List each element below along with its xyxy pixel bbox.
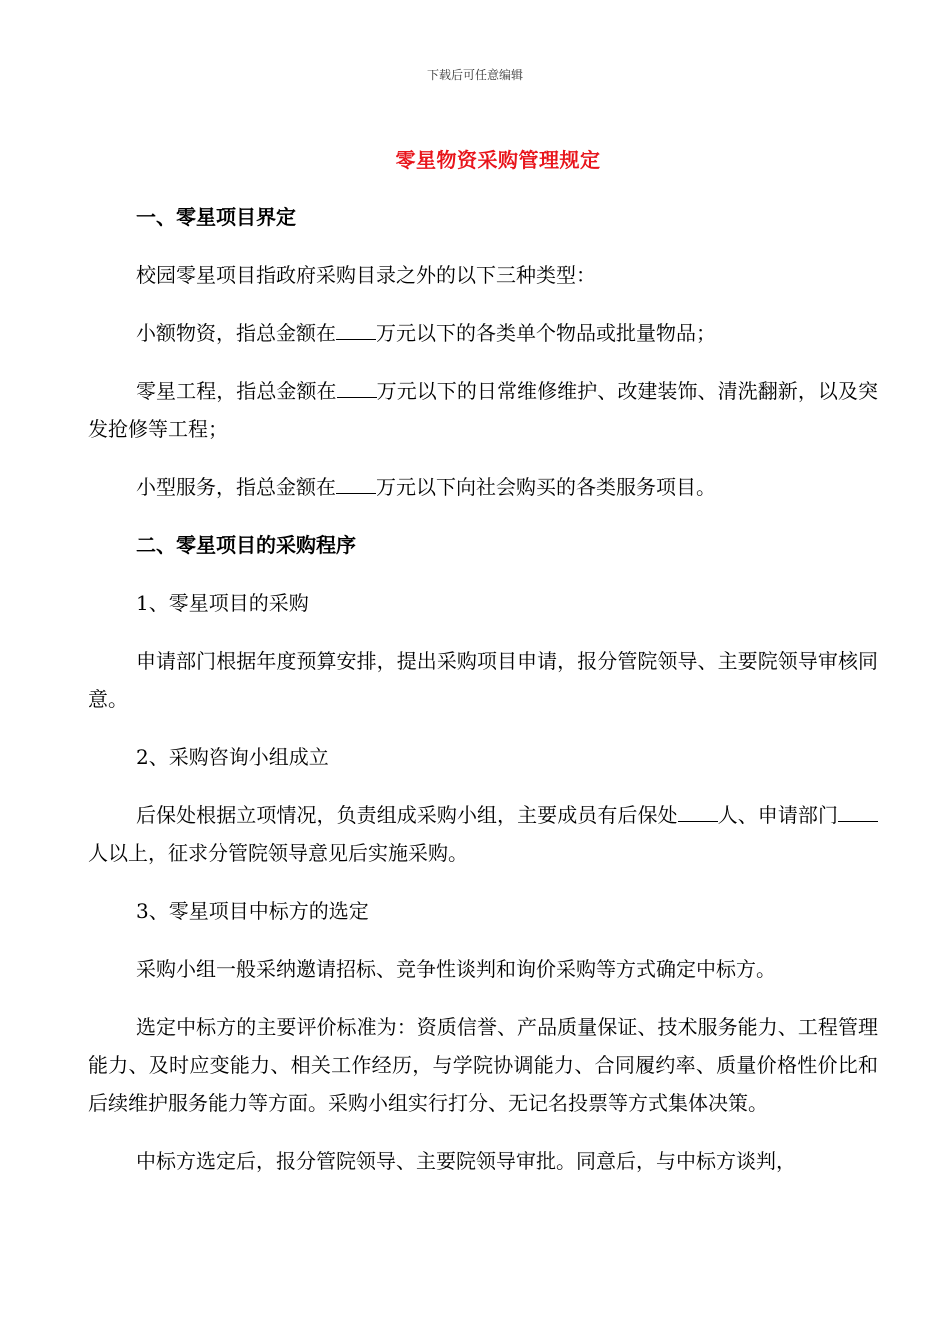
item-text: 万元以下的各类单个物品或批量物品；	[376, 321, 716, 345]
paragraph-text: 后保处根据立项情况，负责组成采购小组，主要成员有后保处	[136, 803, 678, 827]
fill-blank	[838, 803, 878, 822]
document-body	[88, 198, 878, 1200]
paragraph-text: 人以上，征求分管院领导意见后实施采购。	[88, 841, 468, 865]
section-2-paragraph-2	[88, 796, 878, 872]
paragraph-text: 人、申请部门	[717, 803, 839, 827]
section-2-subheading-2: 2、采购咨询小组成立	[136, 745, 329, 769]
section-2-paragraph-3c: 中标方选定后，报分管院领导、主要院领导审批。同意后，与中标方谈判，	[136, 1149, 796, 1173]
section-1-item-small-works	[88, 372, 878, 448]
section-2-paragraph-3b: 选定中标方的主要评价标准为：资质信誉、产品质量保证、技术服务能力、工程管理能力、及时应变能力、相关工作经历，与学院协调能力、合同履约率、质量价格性价比和后续维护服务能力等方面。采购小组实行打分、无记名投票等方式集体决策。	[88, 1015, 878, 1115]
section-1-item-small-materials	[88, 314, 878, 352]
item-text: 万元以下的日常维修维护、改建装饰、清洗翻新，以及突发抢修等工程；	[88, 379, 879, 441]
fill-blank	[336, 475, 376, 494]
fill-blank	[678, 803, 718, 822]
section-1-item-small-services	[88, 468, 878, 506]
section-1-heading: 一、零星项目界定	[136, 205, 296, 229]
fill-blank	[337, 379, 377, 398]
section-2-paragraph-3a: 采购小组一般采纳邀请招标、竞争性谈判和询价采购等方式确定中标方。	[136, 957, 776, 981]
item-text: 万元以下向社会购买的各类服务项目。	[376, 475, 716, 499]
header-note: 下载后可任意编辑	[426, 68, 523, 82]
section-2-heading: 二、零星项目的采购程序	[136, 533, 356, 557]
document-title: 零星物资采购管理规定	[395, 148, 601, 172]
section-2-subheading-3: 3、零星项目中标方的选定	[136, 899, 369, 923]
item-text: 小型服务，指总金额在	[136, 475, 336, 499]
section-1-intro: 校园零星项目指政府采购目录之外的以下三种类型：	[136, 263, 596, 287]
section-2-paragraph-1: 申请部门根据年度预算安排，提出采购项目申请，报分管院领导、主要院领导审核同意。	[88, 649, 878, 711]
section-2-subheading-1: 1、零星项目的采购	[136, 591, 309, 615]
item-text: 零星工程，指总金额在	[136, 379, 337, 403]
item-text: 小额物资，指总金额在	[136, 321, 336, 345]
fill-blank	[336, 321, 376, 340]
